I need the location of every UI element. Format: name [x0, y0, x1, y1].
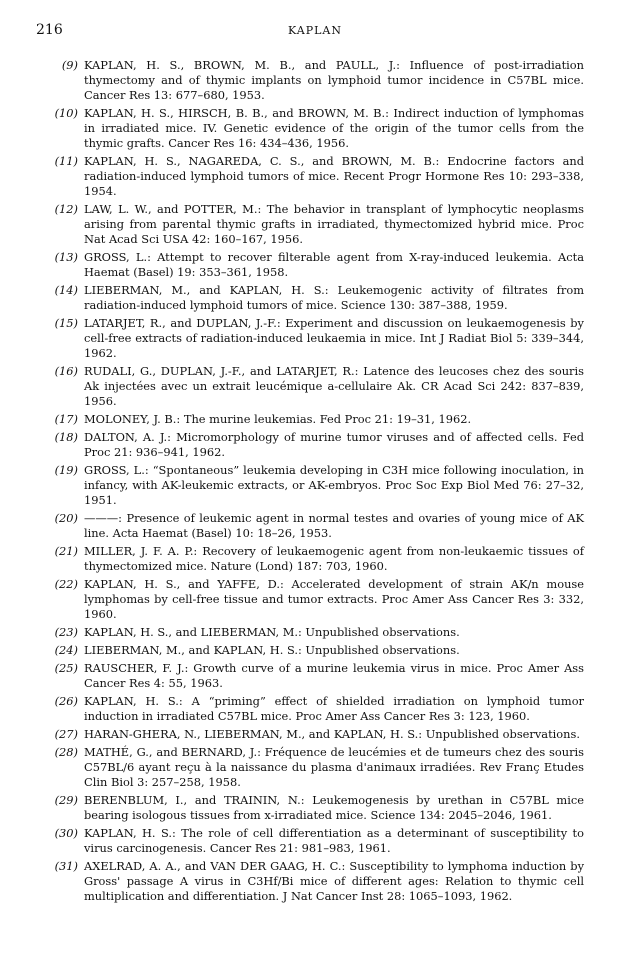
- reference-item: [36, 106, 584, 151]
- reference-item: [36, 412, 584, 427]
- reference-text: AXELRAD, A. A., and VAN DER GAAG, H. C.: Susceptibility to lymphoma induction by Gross' passage A virus in C3Hf/Bi mice of different ages: Relation to thymic cell multiplication and differentiation. J Nat Cancer Inst 28: 1065–1093, 1962.: [84, 859, 584, 903]
- reference-text: MILLER, J. F. A. P.: Recovery of leukaemogenic agent from non-leukaemic tissues of thymectomized mice. Nature (Lond) 187: 703, 1960.: [84, 544, 584, 573]
- reference-item: [36, 793, 584, 823]
- reference-text: LIEBERMAN, M., and KAPLAN, H. S.: Unpublished observations.: [84, 643, 460, 657]
- reference-item: [36, 826, 584, 856]
- reference-number: (30): [54, 826, 78, 840]
- reference-item: [36, 511, 584, 541]
- running-head: KAPLAN: [288, 24, 342, 37]
- reference-list: [36, 58, 584, 907]
- reference-item: [36, 430, 584, 460]
- reference-item: [36, 316, 584, 361]
- reference-text: HARAN-GHERA, N., LIEBERMAN, M., and KAPLAN, H. S.: Unpublished observations.: [84, 727, 580, 741]
- reference-text: LIEBERMAN, M., and KAPLAN, H. S.: Leukemogenic activity of filtrates from radiation-induced lymphoid tumors of mice. Science 130: 387–388, 1959.: [84, 283, 584, 312]
- page-header: [36, 22, 594, 42]
- reference-text: ———: Presence of leukemic agent in normal testes and ovaries of young mice of AK line. Acta Haemat (Basel) 10: 18–26, 1953.: [84, 511, 584, 540]
- reference-number: (12): [54, 202, 78, 216]
- reference-item: [36, 661, 584, 691]
- reference-number: (23): [54, 625, 78, 639]
- reference-number: (17): [54, 412, 78, 426]
- reference-number: (10): [54, 106, 78, 120]
- reference-number: (28): [54, 745, 78, 759]
- reference-item: [36, 859, 584, 904]
- reference-item: [36, 577, 584, 622]
- reference-text: LAW, L. W., and POTTER, M.: The behavior in transplant of lymphocytic neoplasms arising from parental thymic grafts in irradiated, thymectomized hybrid mice. Proc Nat Acad Sci USA 42: 160–167, 1956.: [84, 202, 584, 246]
- reference-text: KAPLAN, H. S., and YAFFE, D.: Accelerated development of strain AK/n mouse lymphomas by cell-free tissue and tumor extracts. Proc Amer Ass Cancer Res 3: 332, 1960.: [84, 577, 584, 621]
- reference-item: [36, 643, 584, 658]
- reference-item: [36, 364, 584, 409]
- reference-number: (16): [54, 364, 78, 378]
- page-number: 216: [36, 22, 63, 38]
- reference-number: (21): [54, 544, 78, 558]
- reference-number: (25): [54, 661, 78, 675]
- reference-item: [36, 625, 584, 640]
- reference-item: [36, 283, 584, 313]
- reference-number: (19): [54, 463, 78, 477]
- reference-number: (13): [54, 250, 78, 264]
- reference-text: MATHÉ, G., and BERNARD, J.: Fréquence de leucémies et de tumeurs chez des souris C57BL/6 ayant reçu à la naissance du plasma d'animaux irradiées. Rev Franç Etudes Clin Biol 3: 257–258, 1958.: [84, 745, 584, 789]
- reference-item: [36, 202, 584, 247]
- reference-number: (27): [54, 727, 78, 741]
- reference-number: (9): [61, 58, 78, 72]
- reference-number: (20): [54, 511, 78, 525]
- reference-number: (29): [54, 793, 78, 807]
- reference-text: GROSS, L.: “Spontaneous” leukemia developing in C3H mice following inoculation, in infancy, with AK-leukemic extracts, or AK-embryos. Proc Soc Exp Biol Med 76: 27–32, 1951.: [84, 463, 584, 507]
- reference-number: (11): [54, 154, 78, 168]
- reference-item: [36, 694, 584, 724]
- reference-number: (24): [54, 643, 78, 657]
- reference-number: (22): [54, 577, 78, 591]
- reference-text: KAPLAN, H. S., BROWN, M. B., and PAULL, J.: Influence of post-irradiation thymectomy and of thymic implants on lymphoid tumor incidence in C57BL mice. Cancer Res 13: 677–680, 1953.: [84, 58, 584, 102]
- reference-text: BERENBLUM, I., and TRAININ, N.: Leukemogenesis by urethan in C57BL mice bearing isologous tissues from x-irradiated mice. Science 134: 2045–2046, 1961.: [84, 793, 584, 822]
- reference-item: [36, 463, 584, 508]
- reference-text: KAPLAN, H. S.: The role of cell differentiation as a determinant of susceptibility to virus carcinogenesis. Cancer Res 21: 981–983, 1961.: [84, 826, 584, 855]
- reference-item: [36, 154, 584, 199]
- reference-item: [36, 250, 584, 280]
- reference-text: KAPLAN, H. S., NAGAREDA, C. S., and BROWN, M. B.: Endocrine factors and radiation-induced lymphoid tumors of mice. Recent Progr Hormone Res 10: 293–338, 1954.: [84, 154, 584, 198]
- reference-text: LATARJET, R., and DUPLAN, J.-F.: Experiment and discussion on leukaemogenesis by cell-free extracts of radiation-induced leukaemia in mice. Int J Radiat Biol 5: 339–344, 1962.: [84, 316, 584, 360]
- reference-item: [36, 58, 584, 103]
- reference-text: DALTON, A. J.: Micromorphology of murine tumor viruses and of affected cells. Fed Proc 21: 936–941, 1962.: [84, 430, 584, 459]
- reference-item: [36, 727, 584, 742]
- reference-number: (18): [54, 430, 78, 444]
- reference-text: KAPLAN, H. S., and LIEBERMAN, M.: Unpublished observations.: [84, 625, 460, 639]
- reference-text: GROSS, L.: Attempt to recover filterable agent from X-ray-induced leukemia. Acta Haemat (Basel) 19: 353–361, 1958.: [84, 250, 584, 279]
- reference-number: (31): [54, 859, 78, 873]
- reference-number: (26): [54, 694, 78, 708]
- reference-text: MOLONEY, J. B.: The murine leukemias. Fed Proc 21: 19–31, 1962.: [84, 412, 472, 426]
- reference-text: RUDALI, G., DUPLAN, J.-F., and LATARJET, R.: Latence des leucoses chez des souris Ak injectées avec un extrait leucémique a-cellulaire Ak. CR Acad Sci 242: 837–839, 1956.: [84, 364, 584, 408]
- reference-item: [36, 745, 584, 790]
- reference-text: KAPLAN, H. S.: A “priming” effect of shielded irradiation on lymphoid tumor induction in irradiated C57BL mice. Proc Amer Ass Cancer Res 3: 123, 1960.: [84, 694, 584, 723]
- reference-item: [36, 544, 584, 574]
- reference-text: RAUSCHER, F. J.: Growth curve of a murine leukemia virus in mice. Proc Amer Ass Cancer Res 4: 55, 1963.: [84, 661, 584, 690]
- reference-number: (15): [54, 316, 78, 330]
- reference-text: KAPLAN, H. S., HIRSCH, B. B., and BROWN, M. B.: Indirect induction of lymphomas in irradiated mice. IV. Genetic evidence of the origin of the tumor cells from the thymic grafts. Cancer Res 16: 434–436, 1956.: [84, 106, 584, 150]
- reference-number: (14): [54, 283, 78, 297]
